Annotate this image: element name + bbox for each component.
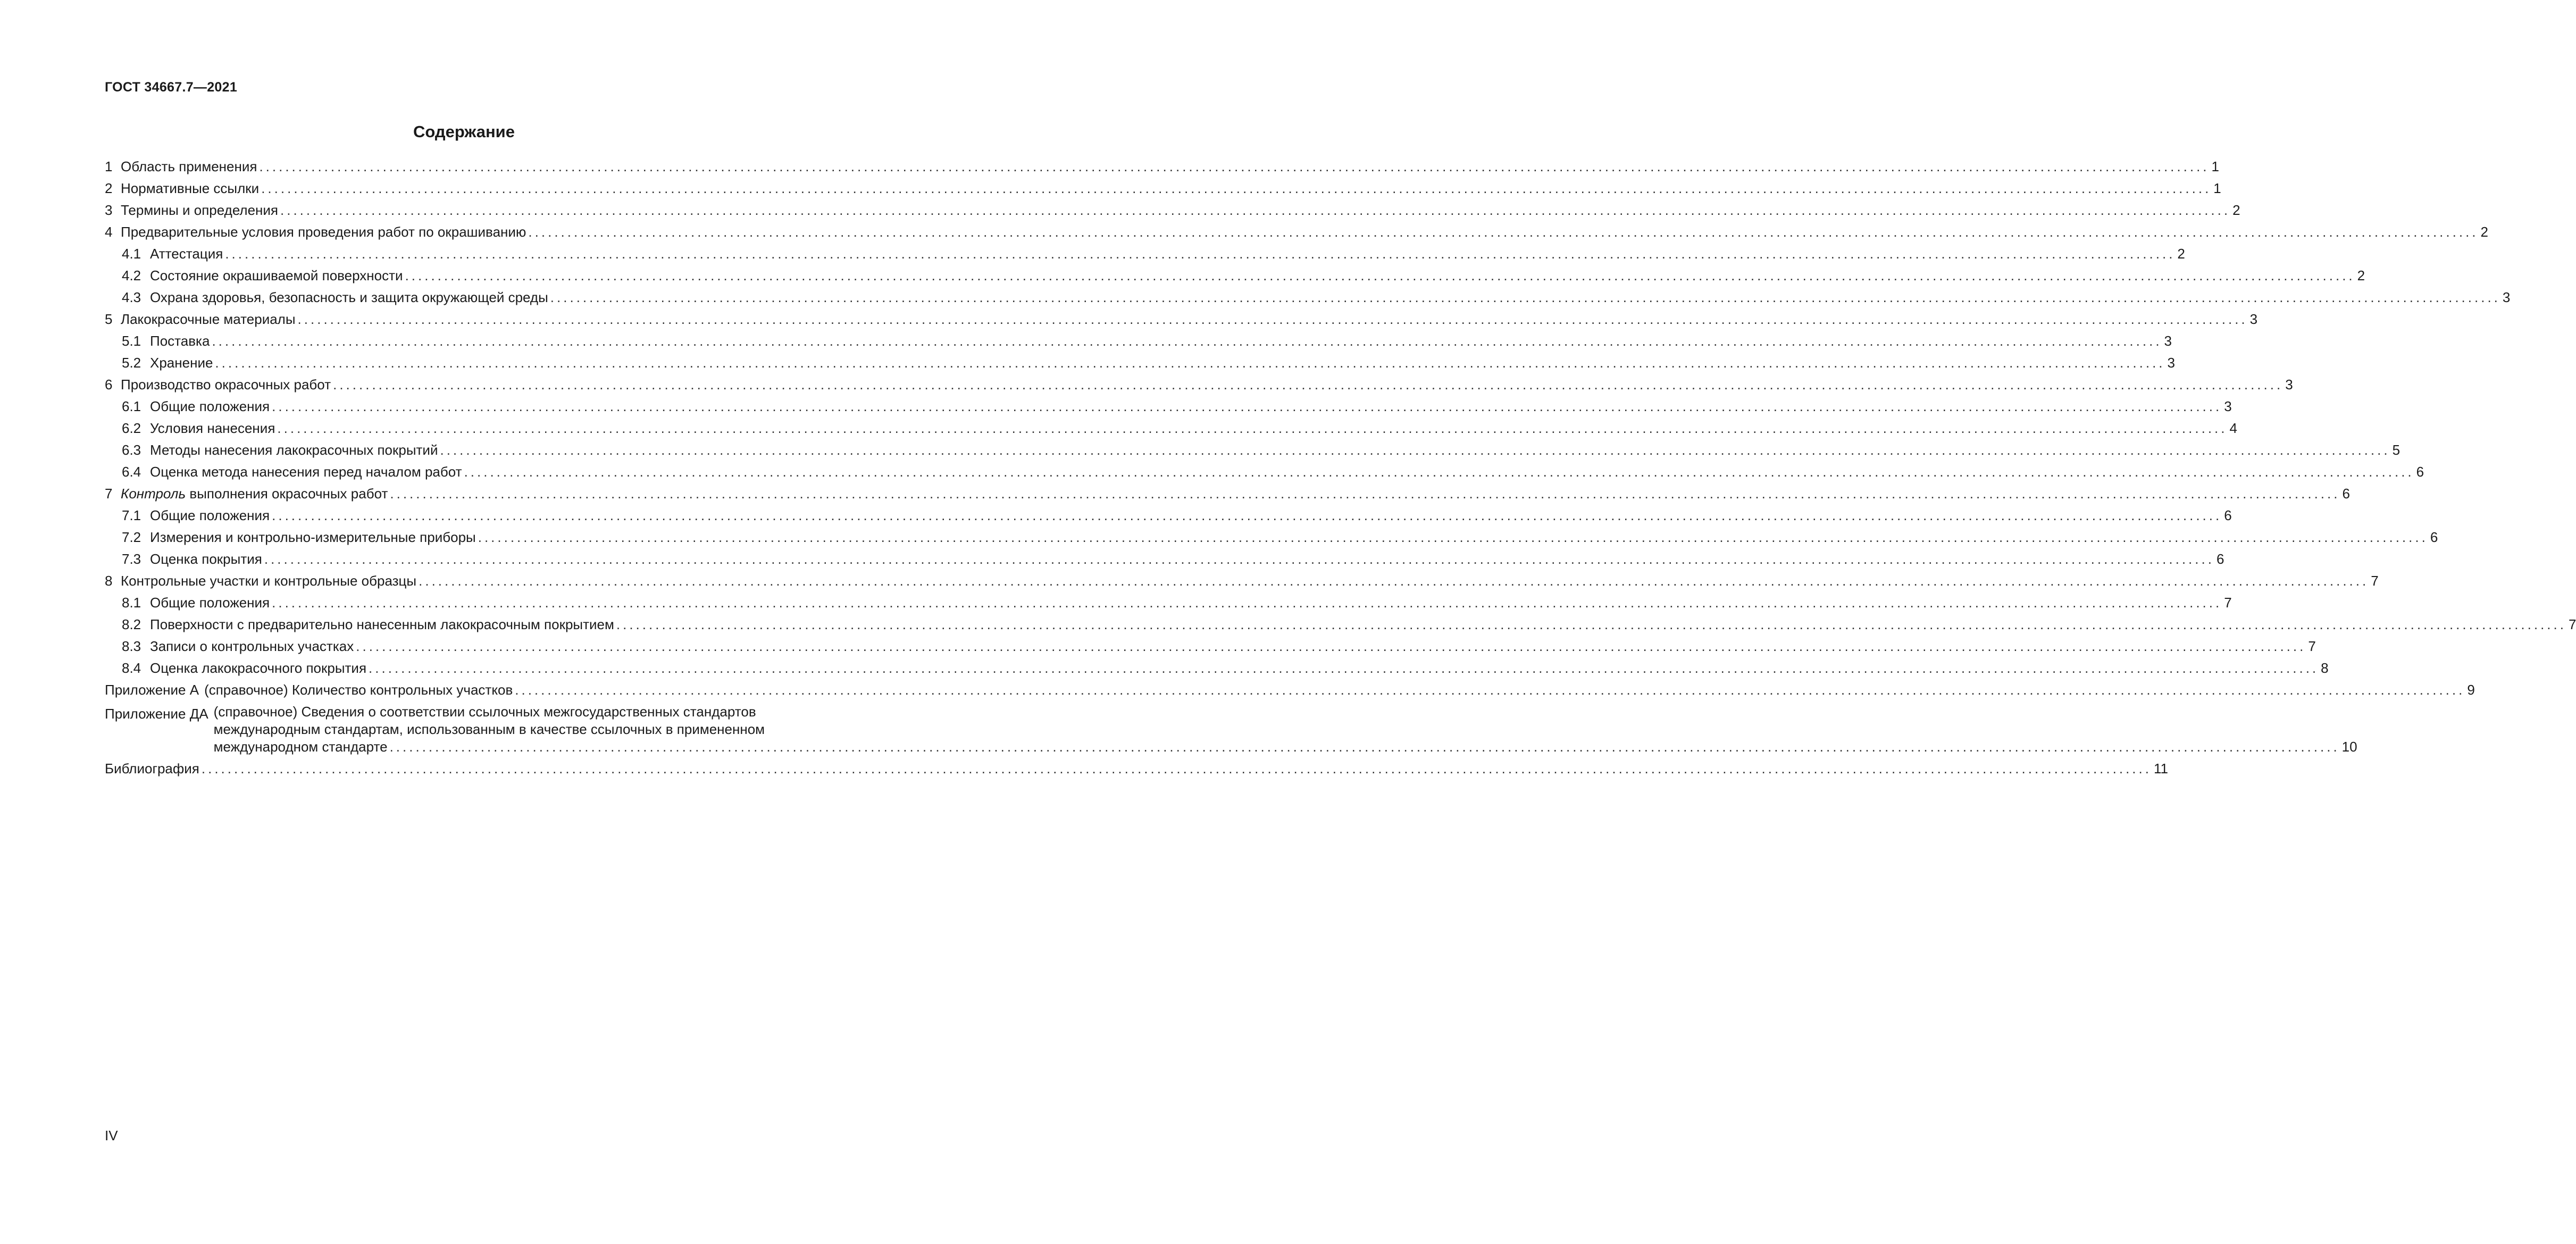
toc-leader-dots: ............................................................................................................................................................................................................................................................................................................ [478,529,2428,545]
toc-entry-number: 7.2 [122,529,141,545]
toc-entry-title: Оценка лакокрасочного покрытия [150,660,367,676]
toc-entry-number: 8.3 [122,638,141,654]
toc-entry-page: 8 [2321,660,2329,676]
toc-entry[interactable] [105,657,2329,679]
toc-entry-page: 3 [2502,289,2511,305]
toc-entry-title: Контрольные участки и контрольные образцы [121,573,417,589]
toc-entry-page: 2 [2480,224,2488,240]
toc-entry[interactable] [105,156,2219,178]
toc-entry-page: 10 [2341,739,2357,755]
toc-entry-page: 1 [2213,180,2221,196]
toc-entry[interactable] [105,614,2576,636]
toc-entry-title: Нормативные ссылки [121,180,260,196]
toc-entry-number: 7.1 [122,507,141,523]
toc-leader-dots: ............................................................................................................................................................................................................................................................................................................ [389,739,2340,755]
table-of-contents [105,156,2576,780]
toc-entry-page: 7 [2224,595,2232,611]
toc-entry-title: Производство окрасочных работ [121,377,331,393]
document-id: ГОСТ 34667.7—2021 [105,80,238,95]
toc-entry-page: 3 [2164,333,2172,349]
toc-entry-number: 6.4 [122,464,141,480]
toc-leader-dots: ............................................................................................................................................................................................................................................................................................................ [356,638,2306,654]
toc-entry-title: Область применения [121,158,257,174]
toc-entry-number: 5 [105,311,113,327]
toc-entry-page: 3 [2224,398,2232,414]
toc-title: Содержание [413,122,515,141]
toc-entry-title: Поставка [150,333,210,349]
toc-entry-title: Общие положения [150,595,270,611]
toc-entry-title-block [214,703,2357,756]
toc-entry[interactable] [105,592,2232,614]
toc-entry-number: 8.1 [122,595,141,611]
toc-entry-page: 3 [2285,377,2293,393]
toc-entry-title: Охрана здоровья, безопасность и защита окружающей среды [150,289,548,305]
toc-entry-number: 2 [105,180,113,196]
toc-entry-number: 6 [105,377,113,393]
toc-entry-number: 6.2 [122,420,141,436]
toc-entry-title: Состояние окрашиваемой поверхности [150,268,403,283]
toc-leader-dots: ............................................................................................................................................................................................................................................................................................................ [528,224,2479,240]
toc-entry[interactable] [105,265,2365,287]
toc-entry-number: 4.1 [122,246,141,262]
toc-leader-dots: ............................................................................................................................................................................................................................................................................................................ [550,289,2500,305]
toc-entry-page: 5 [2392,442,2401,458]
toc-entry-number: 6.1 [122,398,141,414]
toc-entry-title: Оценка метода нанесения перед началом работ [150,464,462,480]
toc-entry-appendix-a[interactable] [105,679,2475,701]
toc-leader-dots: ............................................................................................................................................................................................................................................................................................................ [405,268,2355,283]
toc-entry-label: Приложение А [105,682,199,698]
toc-entry-title: Термины и определения [121,202,279,218]
toc-entries [105,156,2576,679]
toc-entry-title: Библиография [105,761,199,777]
toc-entry-title: Оценка покрытия [150,551,262,567]
toc-entry-page: 9 [2467,682,2475,698]
toc-leader-dots: ............................................................................................................................................................................................................................................................................................................ [390,486,2340,502]
toc-entry[interactable] [105,548,2224,570]
toc-leader-dots: ............................................................................................................................................................................................................................................................................................................ [264,551,2214,567]
toc-entry-title: Предварительные условия проведения работ по окрашиванию [121,224,526,240]
toc-entry[interactable] [105,374,2293,396]
toc-entry[interactable] [105,287,2511,308]
toc-entry[interactable] [105,396,2232,418]
toc-entry-number: 7 [105,486,113,502]
toc-entry-page: 6 [2416,464,2424,480]
toc-entry-label: Приложение ДА [105,706,208,722]
toc-leader-dots: ............................................................................................................................................................................................................................................................................................................ [215,355,2165,371]
toc-entry-appendix-da[interactable] [105,701,2357,758]
toc-leader-dots: ............................................................................................................................................................................................................................................................................................................ [616,616,2566,632]
toc-entry[interactable] [105,527,2438,548]
toc-entry-number: 7.3 [122,551,141,567]
toc-leader-dots: ............................................................................................................................................................................................................................................................................................................ [464,464,2414,480]
toc-leader-dots: ............................................................................................................................................................................................................................................................................................................ [440,442,2390,458]
toc-entry-title-line: международным стандартам, использованным в качестве ссылочных в примененном [213,721,765,737]
toc-entry[interactable] [105,570,2379,592]
toc-entry-title [121,483,388,505]
toc-entry-page: 11 [2153,761,2168,777]
toc-entry-title-italic: Контроль [121,486,186,502]
toc-entry-title: (справочное) Количество контрольных участков [204,682,513,698]
toc-entry[interactable] [105,505,2232,527]
toc-leader-dots: ............................................................................................................................................................................................................................................................................................................ [272,398,2222,414]
toc-entry-title: Аттестация [150,246,223,262]
toc-entry-title: Общие положения [150,507,270,523]
toc-leader-dots: ............................................................................................................................................................................................................................................................................................................ [515,682,2465,698]
toc-entry-title: Методы нанесения лакокрасочных покрытий [150,442,438,458]
toc-leader-dots: ............................................................................................................................................................................................................................................................................................................ [369,660,2319,676]
toc-entry[interactable] [105,636,2316,657]
toc-entry-number: 8.4 [122,660,141,676]
toc-leader-dots: ............................................................................................................................................................................................................................................................................................................ [277,420,2228,436]
toc-entry[interactable] [105,308,2258,330]
toc-entry-title: Измерения и контрольно-измерительные приборы [150,529,476,545]
toc-entry[interactable] [105,461,2424,483]
toc-leader-dots: ............................................................................................................................................................................................................................................................................................................ [297,311,2248,327]
toc-leader-dots: ............................................................................................................................................................................................................................................................................................................ [259,158,2210,174]
toc-entry[interactable] [105,418,2237,439]
toc-entry[interactable] [105,221,2488,243]
toc-entry-page: 7 [2308,638,2316,654]
toc-entry-number: 8.2 [122,616,141,632]
toc-entry[interactable] [105,199,2240,221]
toc-entry-title-line: международном стандарте [213,739,388,755]
toc-entry-number: 8 [105,573,113,589]
toc-entry-title: Хранение [150,355,213,371]
toc-entry-page: 3 [2167,355,2175,371]
toc-leader-dots: ............................................................................................................................................................................................................................................................................................................ [272,595,2222,611]
toc-entry-number: 6.3 [122,442,141,458]
toc-entry-title: Общие положения [150,398,270,414]
toc-entry-title-line: (справочное) Сведения о соответствии ссылочных межгосударственных стандартов [213,704,756,720]
toc-leader-dots: ............................................................................................................................................................................................................................................................................................................ [261,180,2212,196]
toc-entry[interactable] [105,483,2350,505]
toc-leader-dots: ............................................................................................................................................................................................................................................................................................................ [272,507,2222,523]
toc-entry-page: 6 [2342,486,2350,502]
toc-entry-number: 4 [105,224,113,240]
toc-entry-page: 6 [2430,529,2438,545]
toc-entry-page: 2 [2232,202,2240,218]
toc-entry-number: 5.1 [122,333,141,349]
toc-leader-dots: ............................................................................................................................................................................................................................................................................................................ [212,333,2162,349]
toc-entry[interactable] [105,352,2175,374]
toc-entry-page: 6 [2224,507,2232,523]
toc-leader-dots: ............................................................................................................................................................................................................................................................................................................ [201,761,2152,777]
toc-entry-number: 4.2 [122,268,141,283]
toc-leader-dots: ............................................................................................................................................................................................................................................................................................................ [333,377,2284,393]
toc-entry-title: Записи о контрольных участках [150,638,354,654]
toc-entry-page: 7 [2371,573,2379,589]
toc-entry-page: 2 [2357,268,2365,283]
toc-entry-page: 7 [2568,616,2576,632]
page-number: IV [105,1128,118,1143]
toc-entry-page: 2 [2177,246,2185,262]
toc-entry[interactable] [105,243,2185,265]
toc-entry-page: 1 [2211,158,2219,174]
toc-entry-number: 1 [105,158,113,174]
toc-leader-dots: ............................................................................................................................................................................................................................................................................................................ [225,246,2176,262]
toc-entry-title: Условия нанесения [150,420,275,436]
toc-leader-dots: ............................................................................................................................................................................................................................................................................................................ [280,202,2231,218]
toc-entry-title-rest: выполнения окрасочных работ [186,486,388,502]
toc-entry-bibliography[interactable] [105,758,2168,780]
toc-entry-title: Поверхности с предварительно нанесенным лакокрасочным покрытием [150,616,614,632]
toc-entry-number: 4.3 [122,289,141,305]
toc-entry[interactable] [105,439,2401,461]
toc-entry-page: 6 [2216,551,2224,567]
toc-entry-number: 5.2 [122,355,141,371]
toc-entry-title: Лакокрасочные материалы [121,311,296,327]
toc-entry[interactable] [105,178,2221,199]
toc-entry-page: 3 [2249,311,2258,327]
toc-leader-dots: ............................................................................................................................................................................................................................................................................................................ [419,573,2369,589]
toc-entry-number: 3 [105,202,113,218]
toc-entry-page: 4 [2229,420,2237,436]
toc-entry[interactable] [105,330,2172,352]
